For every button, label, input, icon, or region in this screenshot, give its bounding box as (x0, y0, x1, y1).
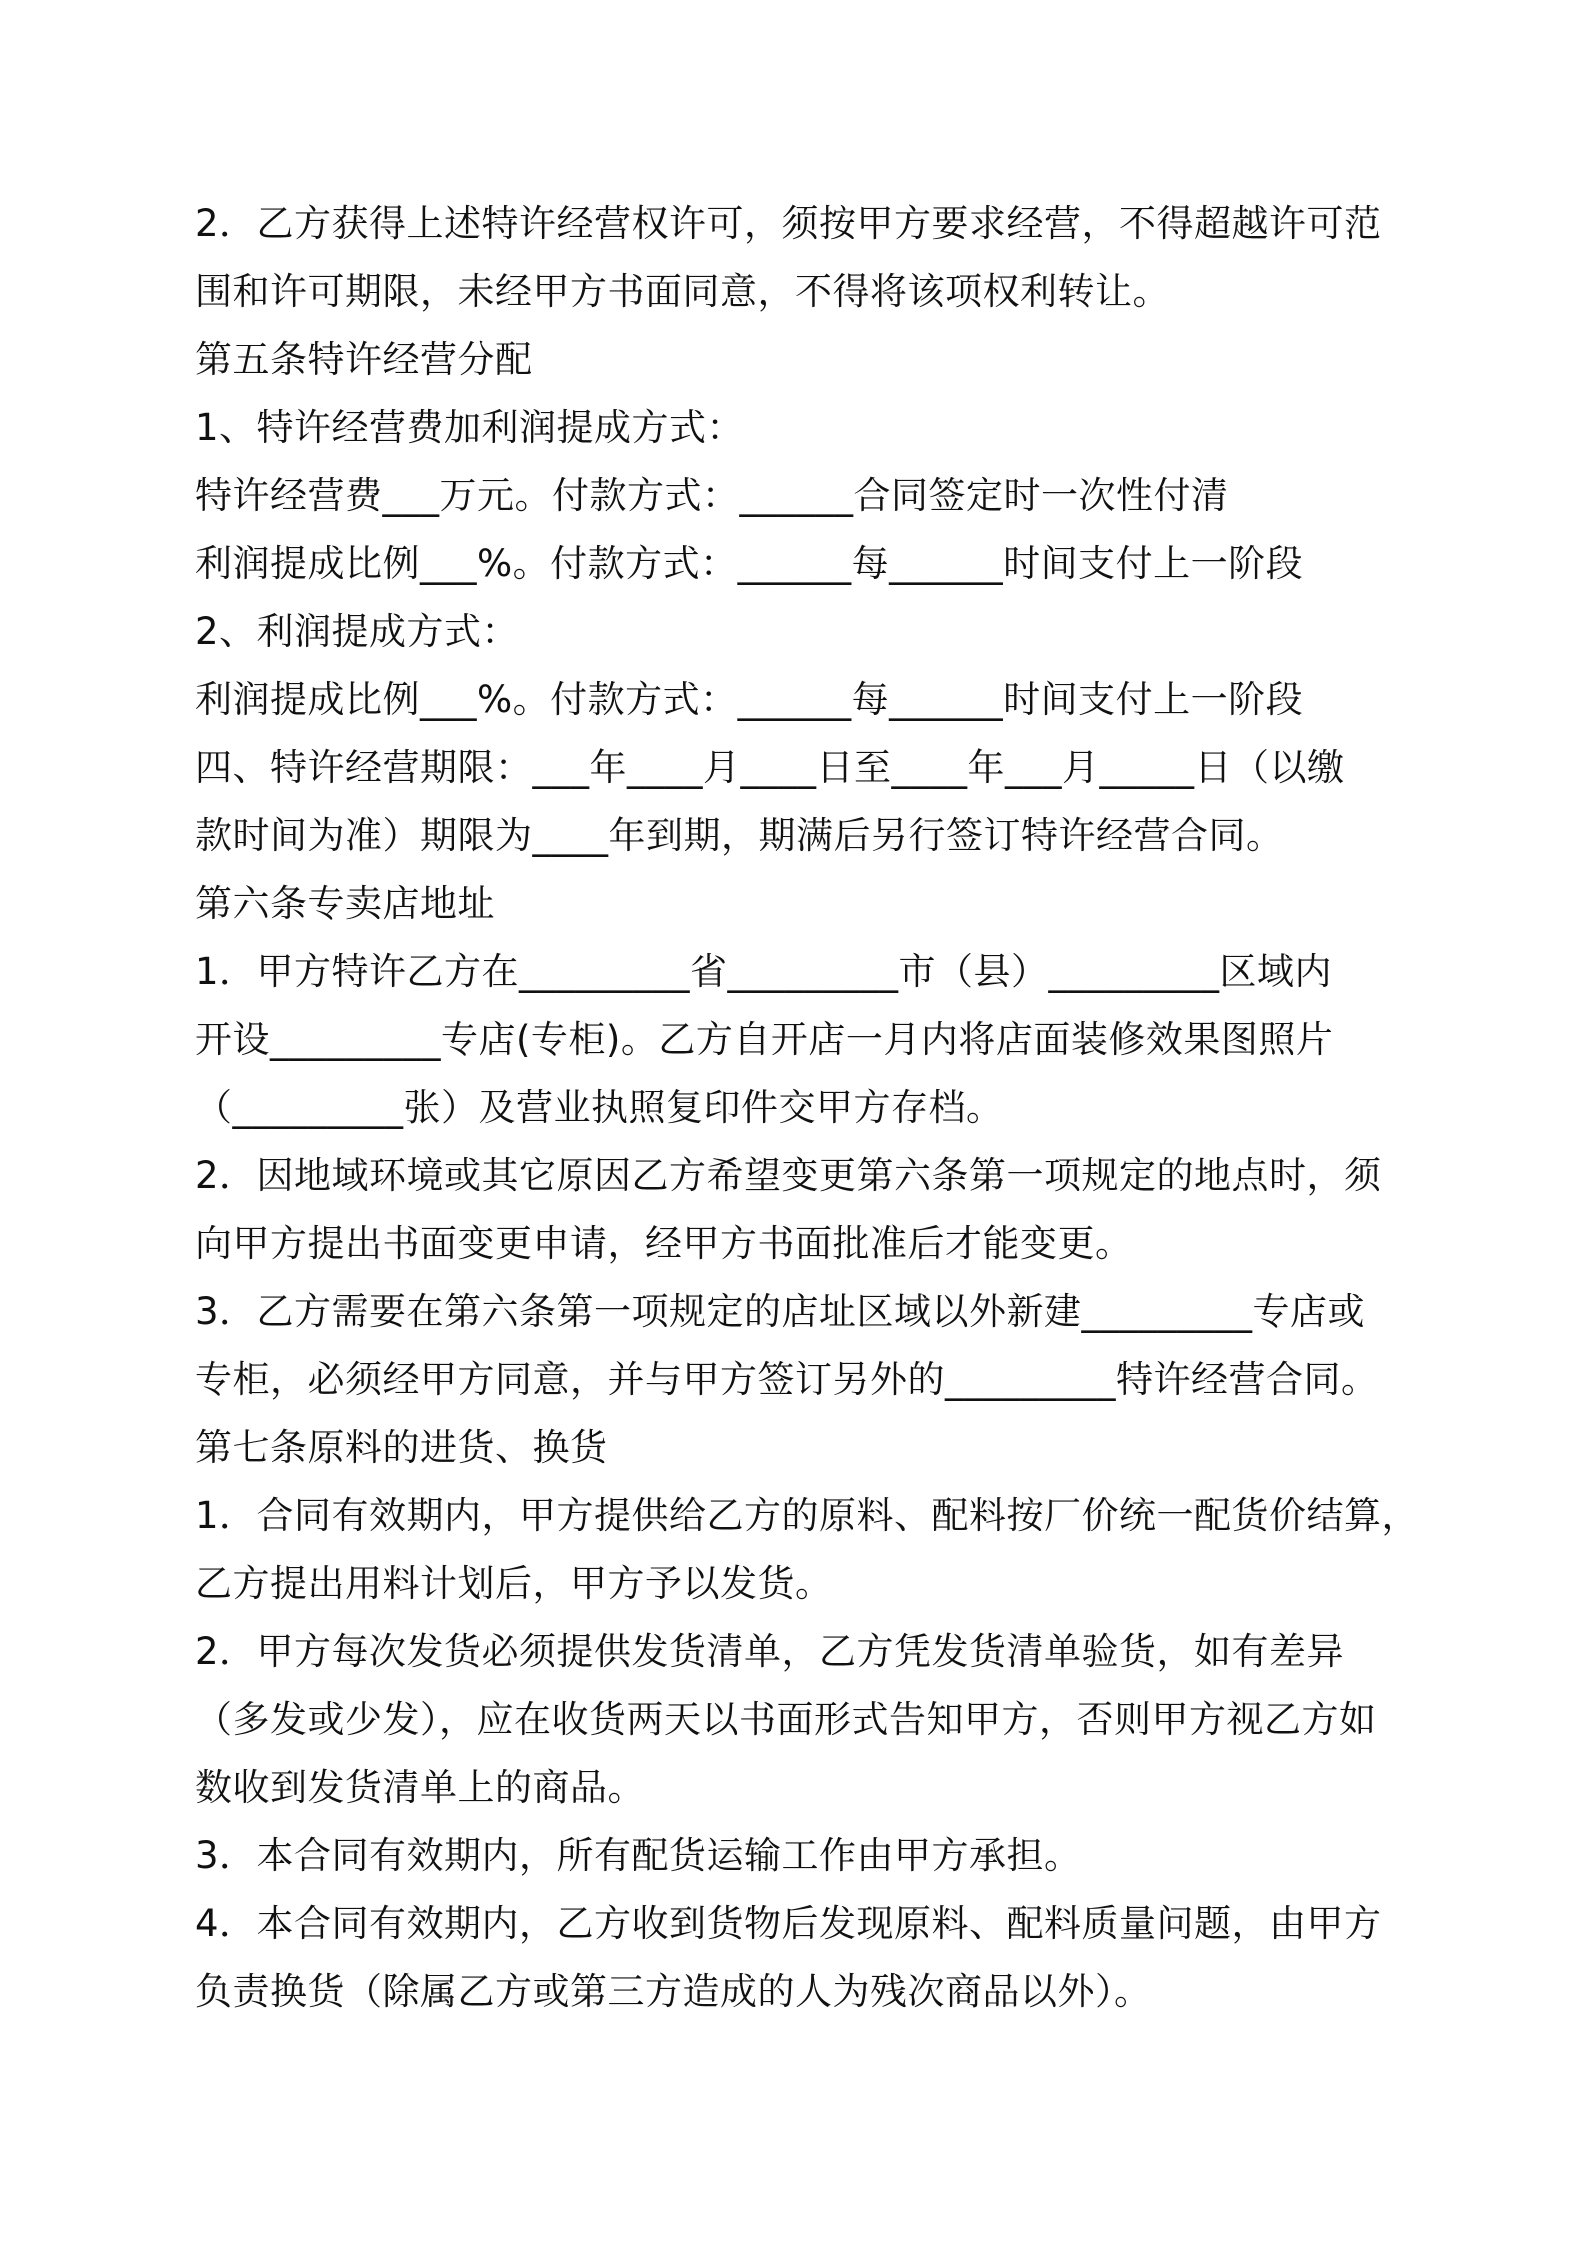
text-line: 利润提成比例___%。付款方式：______每______时间支付上一阶段 (195, 678, 1304, 721)
section-heading: 第七条原料的进货、换货 (195, 1426, 608, 1469)
text-line: 乙方提出用料计划后，甲方予以发货。 (195, 1562, 833, 1605)
text-line: 2．因地域环境或其它原因乙方希望变更第六条第一项规定的地点时，须 (195, 1154, 1382, 1197)
text-line: 1．甲方特许乙方在_________省_________市（县）_________区域内 (195, 950, 1333, 993)
text-line: 负责换货（除属乙方或第三方造成的人为残次商品以外）。 (195, 1970, 1152, 2013)
text-line: （多发或少发），应在收货两天以书面形式告知甲方，否则甲方视乙方如 (195, 1698, 1377, 1741)
text-line: 3．本合同有效期内，所有配货运输工作由甲方承担。 (195, 1834, 1082, 1877)
text-line: 款时间为准）期限为____年到期，期满后另行签订特许经营合同。 (195, 814, 1284, 857)
section-heading: 第五条特许经营分配 (195, 338, 533, 381)
text-line: 1．合同有效期内，甲方提供给乙方的原料、配料按厂价统一配货价结算， (195, 1494, 1420, 1537)
section-heading: 第六条专卖店地址 (195, 882, 495, 925)
text-line: 四、特许经营期限：___年____月____日至____年___月_____日（以缴 (195, 746, 1345, 789)
text-line: 3．乙方需要在第六条第一项规定的店址区域以外新建_________专店或 (195, 1290, 1366, 1333)
text-line: 2．乙方获得上述特许经营权许可，须按甲方要求经营，不得超越许可范 (195, 202, 1382, 245)
text-line: 向甲方提出书面变更申请，经甲方书面批准后才能变更。 (195, 1222, 1133, 1265)
text-line: 1、特许经营费加利润提成方式： (195, 406, 745, 449)
text-line: 2．甲方每次发货必须提供发货清单，乙方凭发货清单验货，如有差异 (195, 1630, 1345, 1673)
text-line: 专柜，必须经甲方同意，并与甲方签订另外的_________特许经营合同。 (195, 1358, 1379, 1401)
text-line: 2、利润提成方式： (195, 610, 520, 653)
text-line: 4．本合同有效期内，乙方收到货物后发现原料、配料质量问题，由甲方 (195, 1902, 1382, 1945)
text-line: （_________张）及营业执照复印件交甲方存档。 (195, 1086, 1004, 1129)
document-body (195, 190, 1420, 2026)
text-line: 围和许可期限，未经甲方书面同意，不得将该项权利转让。 (195, 270, 1170, 313)
text-line: 特许经营费___万元。付款方式：______合同签定时一次性付清 (195, 474, 1229, 517)
text-line: 数收到发货清单上的商品。 (195, 1766, 645, 1809)
text-line: 开设_________专店(专柜)。乙方自开店一月内将店面装修效果图照片 (195, 1018, 1334, 1061)
text-line: 利润提成比例___%。付款方式：______每______时间支付上一阶段 (195, 542, 1304, 585)
